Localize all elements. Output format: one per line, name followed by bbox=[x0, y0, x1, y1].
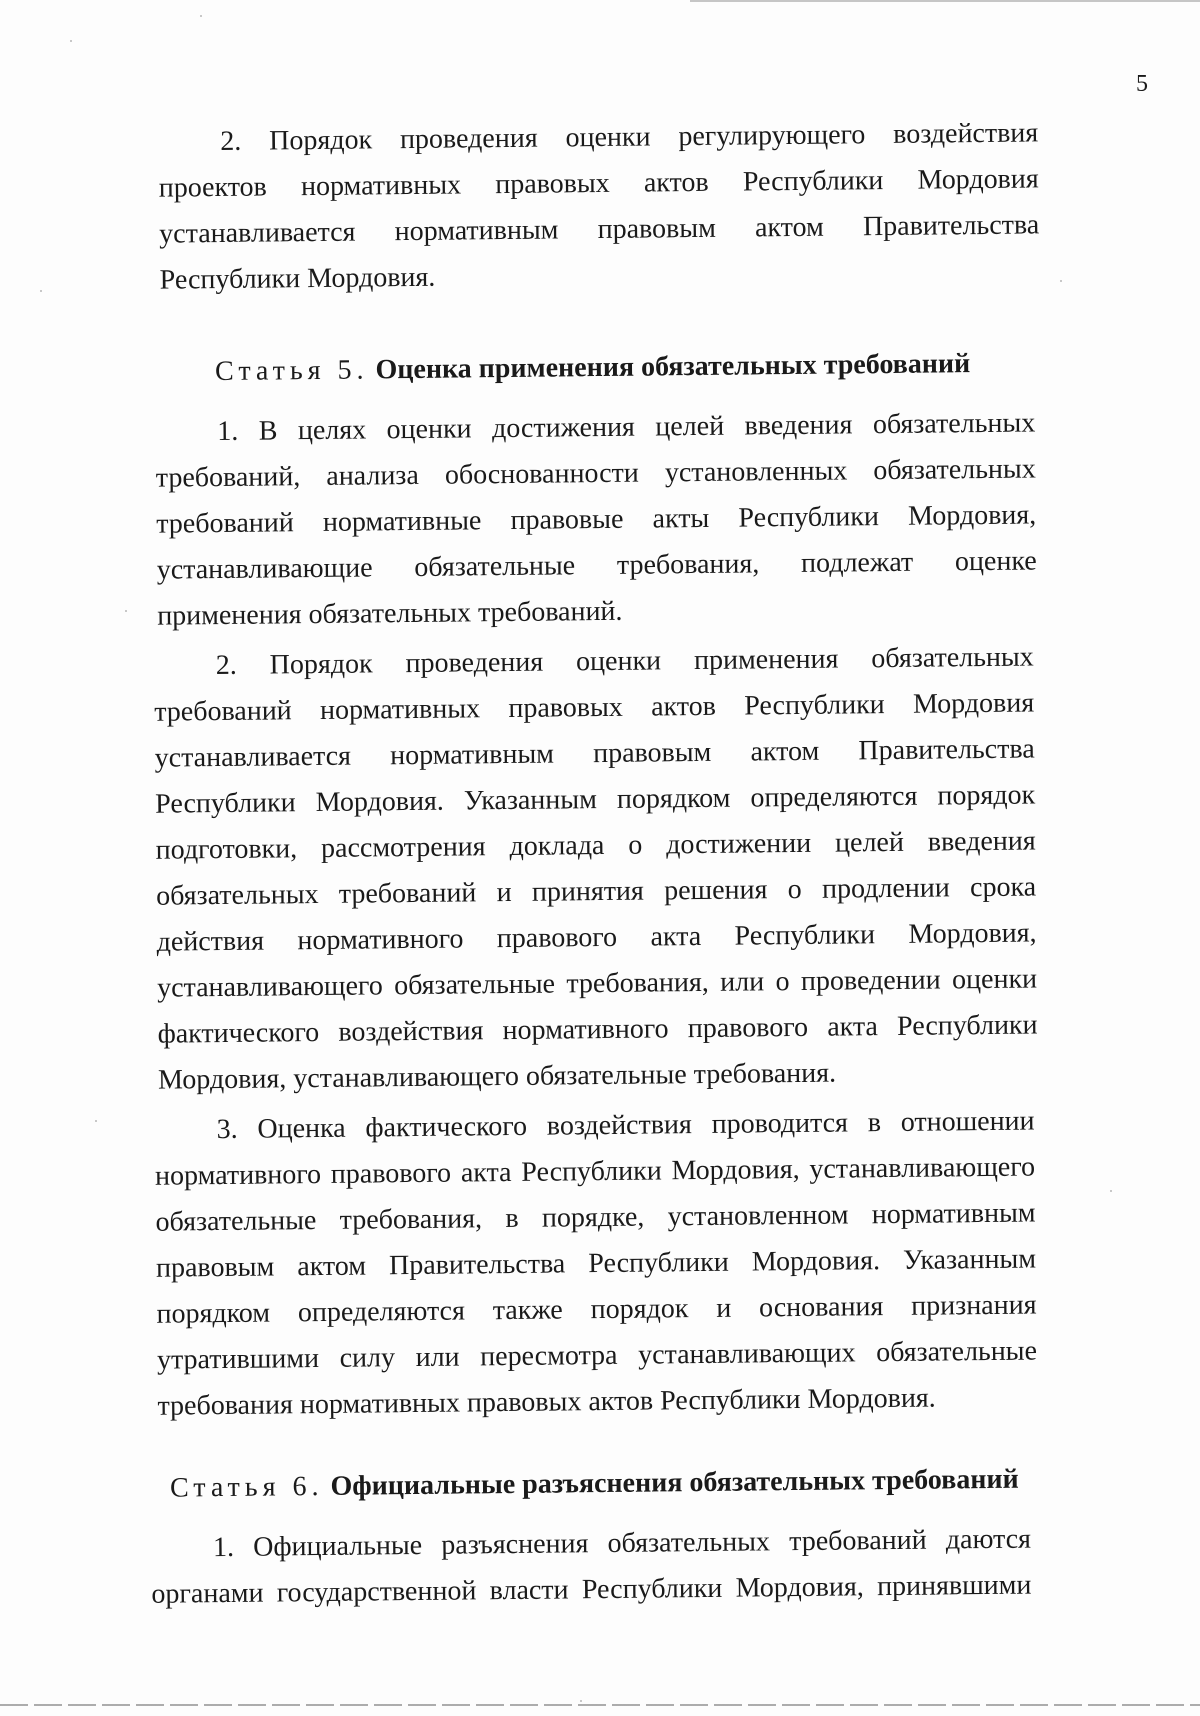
article-5-title: Оценка применения обязательных требований bbox=[375, 348, 971, 386]
article-5-label: Статья 5. bbox=[214, 354, 369, 388]
article-5-heading bbox=[152, 340, 1032, 395]
article-6-title: Официальные разъяснения обязательных требований bbox=[330, 1463, 1019, 1502]
scan-speck bbox=[1110, 1190, 1112, 1192]
article-5-paragraph-3: 3. Оценка фактического воздействия проводится в отношении нормативного правового акта Республики Мордовия, устанавливающего обязательные требования, в порядке, установленном нормативным правовым актом Правительства Республики Мордовия. Указанным порядком определяются также порядок и основания признания утратившими силу или пересмотра устанавливающих обязательные требования нормативных правовых актов Республики Мордовия. bbox=[154, 1105, 1038, 1422]
article-5-paragraph-1: 1. В целях оценки достижения целей введения обязательных требований, анализа обоснованности установленных обязательных требований нормативные правовые акты Республики Мордовия, устанавливающие обязательные требования, подлежат оценке применения обязательных требований. bbox=[155, 407, 1037, 632]
article-6-paragraph-1: 1. Официальные разъяснения обязательных требований даются органами государственной власти Республики Мордовия, принявшими bbox=[151, 1523, 1032, 1610]
article-4-paragraph-2: 2. Порядок проведения оценки регулирующего воздействия проектов нормативных правовых актов Республики Мордовия устанавливается нормативным правовым актом Правительства Республики Мордовия. bbox=[158, 117, 1040, 296]
document-body bbox=[0, 109, 1200, 1619]
scan-speck bbox=[1060, 280, 1062, 282]
article-6-label: Статья 6. bbox=[169, 1470, 324, 1504]
page-number: 5 bbox=[1136, 71, 1148, 97]
scan-speck bbox=[200, 15, 202, 17]
scan-speck bbox=[95, 1120, 97, 1122]
scan-speck bbox=[580, 1700, 582, 1702]
article-5-paragraph-2: 2. Порядок проведения оценки применения обязательных требований нормативных правовых актов Республики Мордовия устанавливается нормативным правовым актом Правительства Республики Мордовия. Указанным порядком определяются порядок подготовки, рассмотрения доклада о достижении целей введения обязательных требований и принятия решения о продлении срока действия нормативного правового акта Республики Мордовия, устанавливающего обязательные требования, или о проведении оценки фактического воздействия нормативного правового акта Республики Мордовия, устанавливающего обязательные требования. bbox=[154, 641, 1038, 1096]
scan-speck bbox=[125, 610, 127, 612]
scan-edge-bottom bbox=[0, 1704, 1200, 1706]
article-6-heading bbox=[154, 1457, 1034, 1512]
scan-speck bbox=[40, 290, 42, 292]
scan-edge-top bbox=[690, 0, 1200, 2]
scan-speck bbox=[70, 40, 72, 42]
